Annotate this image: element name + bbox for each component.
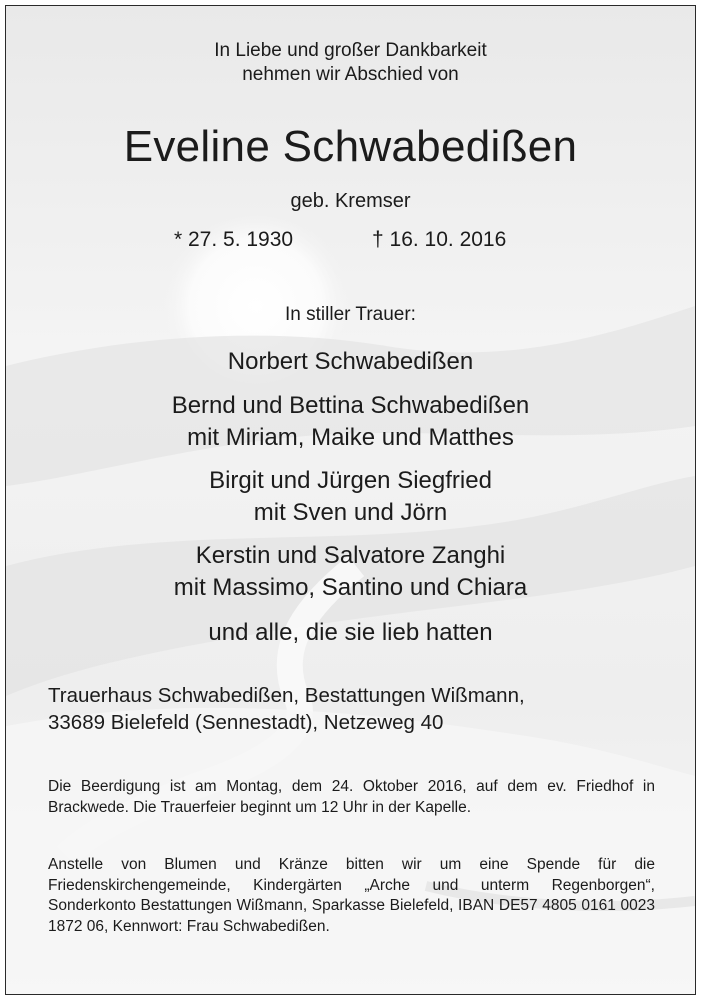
address-line-2: 33689 Bielefeld (Sennestadt), Netzeweg 40 — [48, 711, 444, 734]
deceased-name: Eveline Schwabedißen — [123, 122, 578, 171]
birth-date: * 27. 5. 1930 — [174, 228, 294, 251]
mourner-line: und alle, die sie lieb hatten — [208, 619, 493, 646]
mourner-line: Birgit und Jürgen Siegfried — [209, 467, 492, 494]
mourner-line: Kerstin und Salvatore Zanghi — [195, 542, 506, 569]
intro-line-2: nehmen wir Abschied von — [242, 64, 459, 85]
mourner-line: mit Miriam, Maike und Matthes — [187, 424, 514, 451]
notice-text — [6, 6, 695, 994]
death-date: † 16. 10. 2016 — [372, 228, 507, 251]
intro-line-1: In Liebe und großer Dankbarkeit — [214, 40, 487, 61]
mourning-intro: In stiller Trauer: — [285, 304, 416, 325]
funeral-info: Die Beerdigung ist am Montag, dem 24. Oktober 2016, auf dem ev. Friedhof in Brackwede. Die Trauerfeier beginnt um 12 Uhr in der Kapelle. — [48, 778, 655, 816]
mourner-line: Norbert Schwabedißen — [227, 348, 474, 375]
obituary-notice — [5, 5, 696, 995]
mourner-line: mit Massimo, Santino und Chiara — [173, 574, 528, 601]
address-line-1: Trauerhaus Schwabedißen, Bestattungen Wißmann, — [48, 684, 525, 707]
donation-info: Anstelle von Blumen und Kränze bitten wir um eine Spende für die Friedenskirchengemeinde, Kindergärten „Arche und unterm Regenborgen“, Sonderkonto Bestattungen Wißmann, Sparkasse Bielefeld, IBAN DE57 4805 0161 0023 1872 06, Kennwort: Frau Schwabedißen. — [48, 856, 655, 935]
mourner-line: Bernd und Bettina Schwabedißen — [171, 392, 530, 419]
mourner-line: mit Sven und Jörn — [253, 499, 448, 526]
birth-name: geb. Kremser — [290, 190, 411, 212]
